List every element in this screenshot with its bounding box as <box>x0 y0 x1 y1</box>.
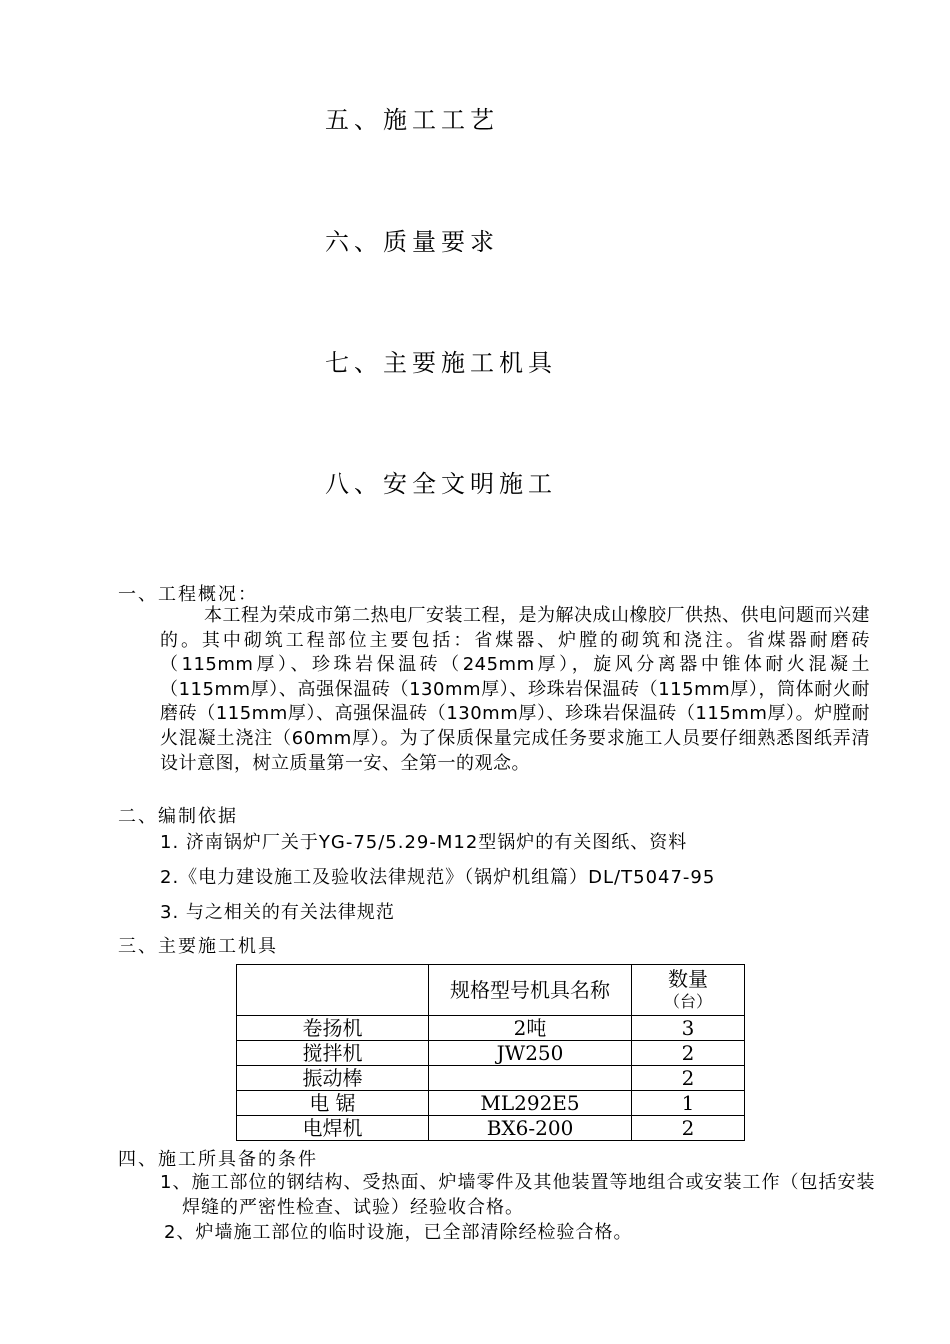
table-row <box>237 1066 745 1091</box>
tool-name: 振动棒 <box>237 1066 429 1091</box>
toc-heading-8: 八、安全文明施工 <box>325 470 557 498</box>
table-header-spec: 规格型号机具名称 <box>429 965 632 1016</box>
table-header-row <box>237 965 745 1016</box>
condition-item-2: 2、炉墙施工部位的临时设施，已全部清除经检验合格。 <box>164 1222 633 1243</box>
tool-spec: 2吨 <box>429 1016 632 1041</box>
quantity-unit: （台） <box>663 992 712 1011</box>
basis-item-2: 2.《电力建设施工及验收法律规范》（锅炉机组篇）DL/T5047-95 <box>160 867 716 888</box>
tool-name: 搅拌机 <box>237 1041 429 1066</box>
section-heading-conditions: 四、施工所具备的条件 <box>118 1149 318 1170</box>
table-header-quantity <box>632 965 745 1016</box>
basis-item-3: 3. 与之相关的有关法律规范 <box>160 902 395 923</box>
quantity-label: 数量 <box>668 967 708 991</box>
tool-quantity: 2 <box>632 1116 745 1141</box>
overview-paragraph: 本工程为荣成市第二热电厂安装工程，是为解决成山橡胶厂供热、供电问题而兴建的。其中砌筑工程部位主要包括：省煤器、炉膛的砌筑和浇注。省煤器耐磨砖（115mm厚）、珍珠岩保温砖（245mm厚），旋风分离器中锥体耐火混凝土（115mm厚）、高强保温砖（130mm厚）、珍珠岩保温砖（115mm厚），筒体耐火耐磨砖（115mm厚）、高强保温砖（130mm厚）、珍珠岩保温砖（115mm厚）。炉膛耐火混凝土浇注（60mm厚）。为了保质保量完成任务要求施工人员要仔细熟悉图纸弄清设计意图，树立质量第一安、全第一的观念。 <box>160 605 870 774</box>
tool-name: 电焊机 <box>237 1116 429 1141</box>
tool-spec: JW250 <box>429 1041 632 1066</box>
tool-quantity: 2 <box>632 1066 745 1091</box>
tool-spec <box>429 1066 632 1091</box>
tool-quantity: 2 <box>632 1041 745 1066</box>
section-heading-tools: 三、主要施工机具 <box>118 936 278 957</box>
toc-heading-5: 五、施工工艺 <box>325 106 499 134</box>
tool-quantity: 3 <box>632 1016 745 1041</box>
toc-heading-6: 六、质量要求 <box>325 228 499 256</box>
table-row <box>237 1016 745 1041</box>
basis-item-1: 1. 济南锅炉厂关于YG-75/5.29-M12型锅炉的有关图纸、资料 <box>160 832 688 853</box>
table-row <box>237 1091 745 1116</box>
section-heading-basis: 二、编制依据 <box>118 806 238 827</box>
table-header-name <box>237 965 429 1016</box>
tool-spec: ML292E5 <box>429 1091 632 1116</box>
tools-table <box>236 964 745 1141</box>
tool-quantity: 1 <box>632 1091 745 1116</box>
section-heading-overview: 一、工程概况： <box>118 584 258 605</box>
tool-name: 卷扬机 <box>237 1016 429 1041</box>
condition-item-1: 1、施工部位的钢结构、受热面、炉墙零件及其他装置等地组合或安装工作（包括安装焊缝的严密性检查、试验）经验收合格。 <box>160 1172 876 1218</box>
toc-heading-7: 七、主要施工机具 <box>325 349 557 377</box>
tool-spec: BX6-200 <box>429 1116 632 1141</box>
table-row <box>237 1116 745 1141</box>
table-row <box>237 1041 745 1066</box>
tool-name: 电 锯 <box>237 1091 429 1116</box>
